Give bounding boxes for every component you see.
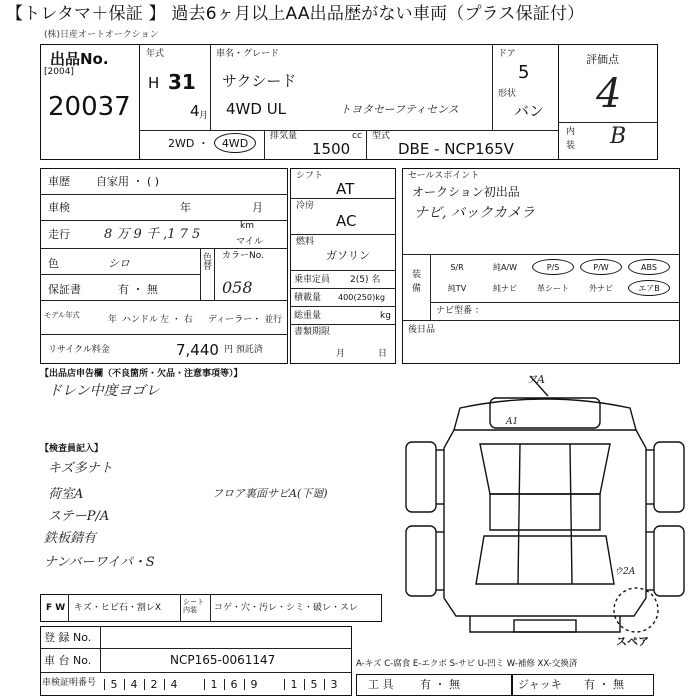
diagram-top-mark: フA — [526, 373, 545, 386]
lot-number-label: 出品No. — [50, 50, 109, 68]
color-change-label: 色替 — [203, 253, 213, 272]
score-value: 4 — [596, 71, 622, 117]
drive-options: 2WD ・ — [168, 137, 209, 150]
tools-value: 有 ・ 無 — [420, 678, 460, 691]
shaken-year: 年 — [180, 201, 191, 214]
type-label: 型式 — [372, 131, 391, 141]
sales-handwritten: ナビ, バックカメラ — [414, 205, 535, 221]
fw-value: キズ・ヒビ石・割レX — [74, 603, 161, 613]
seat-label: シート内装 — [183, 598, 204, 614]
fuel-label: 燃料 — [296, 237, 315, 247]
type-value: DBE - NCP165V — [398, 140, 514, 158]
spare-label: スペア — [616, 635, 649, 648]
month-unit: 月 — [199, 111, 209, 121]
cert-label: 車検証明番号 — [42, 678, 97, 688]
inspector-label: 【検査員記入】 — [40, 444, 104, 454]
color-value: シロ — [108, 257, 130, 270]
shaken-month: 月 — [252, 201, 263, 214]
storage-label: 書類期限 — [294, 327, 331, 337]
color-number-value: 058 — [222, 278, 253, 297]
recycle-label: リサイクル料金 — [48, 345, 110, 355]
shift-value: AT — [336, 180, 355, 198]
inspector-line-2: 荷室A — [48, 487, 84, 502]
mileage-value: 8 万 9 千 ,1 7 5 — [104, 227, 201, 242]
notes-label: 【出品店申告欄（不良箇所・欠品・注意事項等）】 — [40, 369, 243, 379]
damage-legend: A-キズ C-腐食 E-エクボ S-サビ U-凹ミ W-補修 XX-交換済 — [356, 659, 578, 669]
equip-item: 純A/W — [492, 262, 518, 272]
handle-value: 左 ・ 右 — [160, 315, 193, 325]
diagram-right-mark: ウ2A — [614, 567, 636, 577]
color-label: 色 — [48, 257, 59, 270]
drive-selected: 4WD — [214, 133, 256, 153]
equip-item: エアB — [628, 280, 670, 296]
equip-item: S/R — [450, 262, 464, 272]
sales-auction-first: オークション初出品 — [412, 185, 520, 199]
dealer-label: ディーラー・ 並行 — [208, 315, 283, 325]
load-label: 積載量 — [294, 293, 322, 303]
jack-label: ジャッキ — [518, 678, 562, 691]
chassis-value: NCP165-0061147 — [170, 653, 276, 667]
seat-value: コゲ・穴・汚レ・シミ・破レ・スレ — [214, 603, 359, 613]
registration-label: 登 録 No. — [44, 631, 92, 644]
handle-label: ハンドル — [122, 315, 159, 325]
equip-item: 純ナビ — [493, 283, 517, 293]
grade-handwritten-note: トヨタセーフティセンス — [340, 103, 459, 116]
displacement-value: 1500 — [312, 140, 351, 158]
mileage-km: km — [240, 221, 254, 231]
ac-value: AC — [336, 212, 357, 230]
displacement-unit: cc — [352, 131, 362, 141]
fw-label: F W — [46, 603, 66, 613]
history-label: 車歴 — [48, 175, 70, 188]
capacity-value: 2(5) 名 — [350, 275, 381, 285]
inspector-line-3: ステーP/A — [48, 509, 110, 524]
back-date-label: 後日品 — [408, 325, 436, 335]
auction-house-label: (株)日産オートオークション — [44, 30, 159, 40]
cert-digit-cell: 5 — [304, 679, 323, 690]
cert-digit-cell: 1 — [204, 679, 223, 690]
storage-month: 月 — [336, 349, 346, 359]
score-label: 評価点 — [586, 53, 619, 66]
inspector-line-1: キズ多ナト — [48, 461, 113, 476]
model-label: 車名・グレード — [216, 49, 280, 59]
cert-digit-cell: 6 — [224, 679, 243, 690]
shaken-label: 車検 — [48, 201, 70, 214]
doors-value: 5 — [518, 62, 530, 83]
load-value: 400(250)kg — [338, 293, 386, 303]
cert-digit-cell: 4 — [124, 679, 143, 690]
gross-label: 総重量 — [294, 311, 322, 321]
shape-value: バン — [514, 102, 545, 120]
cert-digit-cell: 4 — [164, 679, 183, 690]
cert-digit-cell: 1 — [284, 679, 303, 690]
inspector-right-note: フロア裏面サビA(下廻) — [212, 487, 328, 500]
model-name: サクシード — [222, 72, 297, 90]
cert-digit-cell: 9 — [244, 679, 263, 690]
interior-score: B — [610, 124, 627, 149]
shape-label: 形状 — [498, 89, 517, 99]
fuel-value: ガソリン — [326, 249, 370, 262]
tools-label: 工 具 — [368, 678, 394, 691]
color-number-label: カラーNo. — [222, 251, 264, 261]
notes-handwritten: ドレン中度ヨゴレ — [48, 383, 160, 399]
lot-number-value: 20037 — [48, 92, 131, 122]
year-value: 31 — [168, 70, 196, 94]
equip-label: 装備 — [412, 270, 422, 294]
sheet-header-title: 【トレタマ＋保証 】 過去6ヶ月以上AA出品歴がない車両（プラス保証付） — [6, 4, 585, 24]
shift-label: シフト — [296, 171, 324, 181]
cert-digit-cell: 3 — [324, 679, 343, 690]
month-value: 4 — [190, 102, 200, 120]
history-value: 自家用 ・ ( ) — [96, 175, 160, 188]
equip-item: P/S — [532, 259, 574, 275]
inspector-line-5: ナンバーワイパ・S — [44, 555, 155, 570]
recycle-value: 7,440 — [176, 341, 219, 359]
warranty-value: 有 ・ 無 — [118, 283, 158, 296]
year-label: 年式 — [146, 49, 165, 59]
year-era: H — [148, 74, 160, 92]
car-damage-diagram — [400, 370, 690, 650]
chassis-label: 車 台 No. — [44, 654, 92, 667]
recycle-unit: 円 預託済 — [224, 345, 263, 355]
inspector-line-4: 鉄板錆有 — [44, 531, 97, 546]
model-year-label: モデル年式 — [44, 312, 80, 321]
grade-value: 4WD UL — [226, 100, 287, 118]
diagram-a1-mark: A1 — [506, 417, 519, 427]
lot-code: [2004] — [44, 67, 74, 77]
navi-type-label: ナビ型番 ： — [436, 306, 484, 316]
ac-label: 冷房 — [296, 201, 315, 211]
equip-item: ABS — [628, 259, 670, 275]
mileage-label: 走行 — [48, 228, 70, 241]
jack-value: 有 ・ 無 — [584, 678, 624, 691]
interior-label-2: 装 — [566, 141, 576, 151]
cert-digit-cell: 5 — [104, 679, 123, 690]
equip-item: 革シート — [537, 283, 569, 293]
interior-label-1: 内 — [566, 127, 576, 137]
capacity-label: 乗車定員 — [294, 275, 331, 285]
sales-point-label: セールスポイント — [408, 171, 480, 181]
equip-item: 純TV — [447, 283, 467, 293]
equip-item: 外ナビ — [589, 283, 613, 293]
warranty-label: 保証書 — [48, 283, 81, 296]
displacement-label: 排気量 — [270, 131, 298, 141]
cert-digit-cell: 2 — [144, 679, 163, 690]
doors-label: ドア — [498, 49, 516, 59]
model-year-unit: 年 — [108, 315, 118, 325]
storage-day: 日 — [378, 349, 388, 359]
mileage-mile: マイル — [236, 237, 263, 247]
gross-unit: kg — [380, 311, 391, 321]
equip-item: P/W — [580, 259, 622, 275]
